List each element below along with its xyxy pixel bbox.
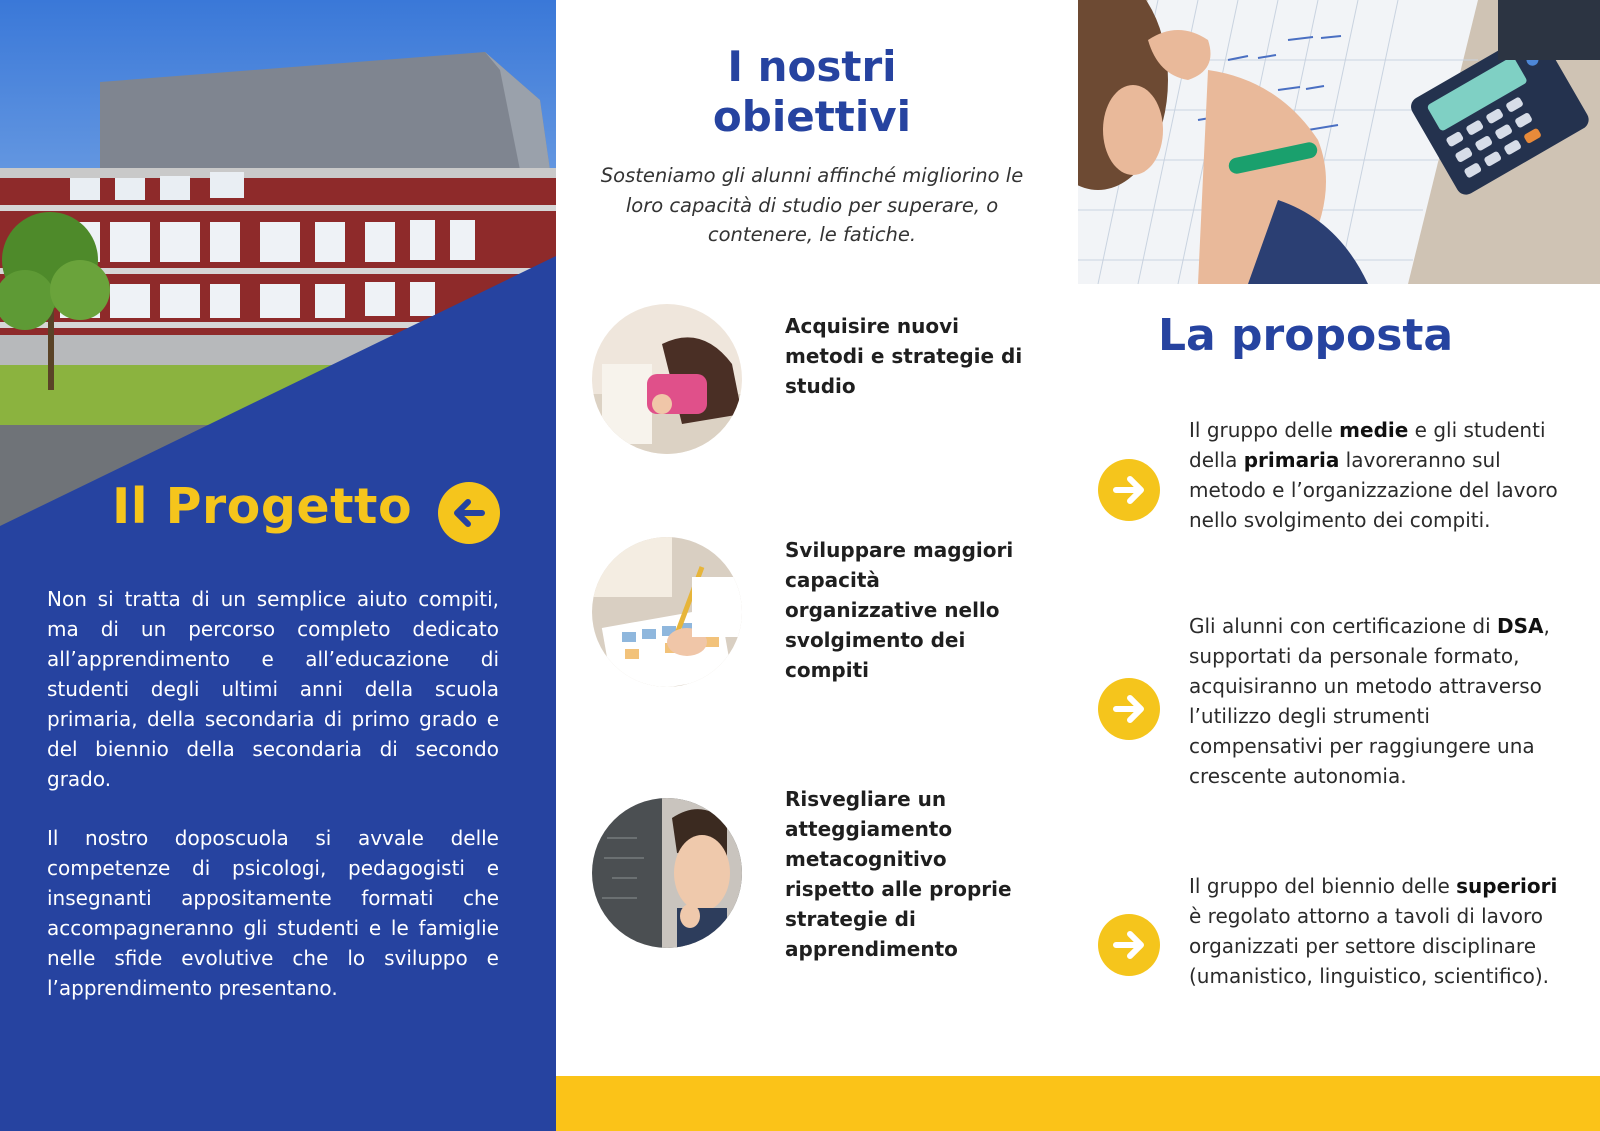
proposta-item-2: Gli alunni con certificazione di DSA, supportati da personale formato, acquisiranno un metodo attraverso l’utilizzo degli strumenti compensativi per raggiungere una crescente autonomia. bbox=[1189, 614, 1550, 788]
school-building-photo bbox=[0, 0, 556, 530]
goal-item-2: Sviluppare maggiori capacità organizzative nello svolgimento dei compiti bbox=[785, 538, 1014, 682]
calendar-writing-photo bbox=[592, 537, 742, 687]
goal-item-1: Acquisire nuovi metodi e strategie di studio bbox=[785, 314, 1023, 398]
obiettivi-panel bbox=[556, 0, 1078, 1076]
progetto-title: Il Progetto bbox=[112, 478, 413, 535]
obiettivi-intro: Sosteniamo gli alunni affinché migliorino le loro capacità di studio per superare, o contenere, le fatiche. bbox=[600, 164, 1024, 246]
arrow-right-icon bbox=[1098, 459, 1160, 521]
proposta-item-1: Il gruppo delle medie e gli studenti della primaria lavoreranno sul metodo e l’organizzazione del lavoro nello svolgimento dei compiti. bbox=[1189, 418, 1558, 532]
progetto-panel bbox=[0, 0, 556, 1131]
progetto-paragraph-2: Il nostro doposcuola si avvale delle competenze di psicologi, pedagogisti e insegnanti appositamente formati che accompagneranno gli studenti e le famiglie nelle sfide evolutive che lo sviluppo e l’apprendimento presentano. bbox=[47, 826, 499, 1000]
progetto-paragraph-1: Non si tratta di un semplice aiuto compiti, ma di un percorso completo dedicato all’apprendimento e all’educazione di studenti degli ultimi anni della scuola primaria, della secondaria di primo grado e del biennio della secondaria di secondo grado. bbox=[47, 587, 499, 791]
proposta-item-3: Il gruppo del biennio delle superiori è regolato attorno a tavoli di lavoro organizzati per settore disciplinare (umanistico, linguistico, scientifico). bbox=[1189, 874, 1558, 988]
arrow-right-icon bbox=[1098, 914, 1160, 976]
obiettivi-title: I nostri obiettivi bbox=[712, 42, 912, 141]
arrow-left-icon bbox=[438, 482, 500, 544]
bottom-yellow-band bbox=[556, 1076, 1600, 1131]
goal-item-3: Risvegliare un atteggiamento metacognitivo rispetto alle proprie strategie di apprendimento bbox=[785, 787, 1012, 961]
boy-thinking-photo bbox=[592, 798, 742, 948]
arrow-right-icon bbox=[1098, 678, 1160, 740]
calculator-homework-photo bbox=[1078, 0, 1600, 284]
proposta-title: La proposta bbox=[1158, 310, 1454, 361]
girl-studying-photo bbox=[592, 304, 742, 454]
